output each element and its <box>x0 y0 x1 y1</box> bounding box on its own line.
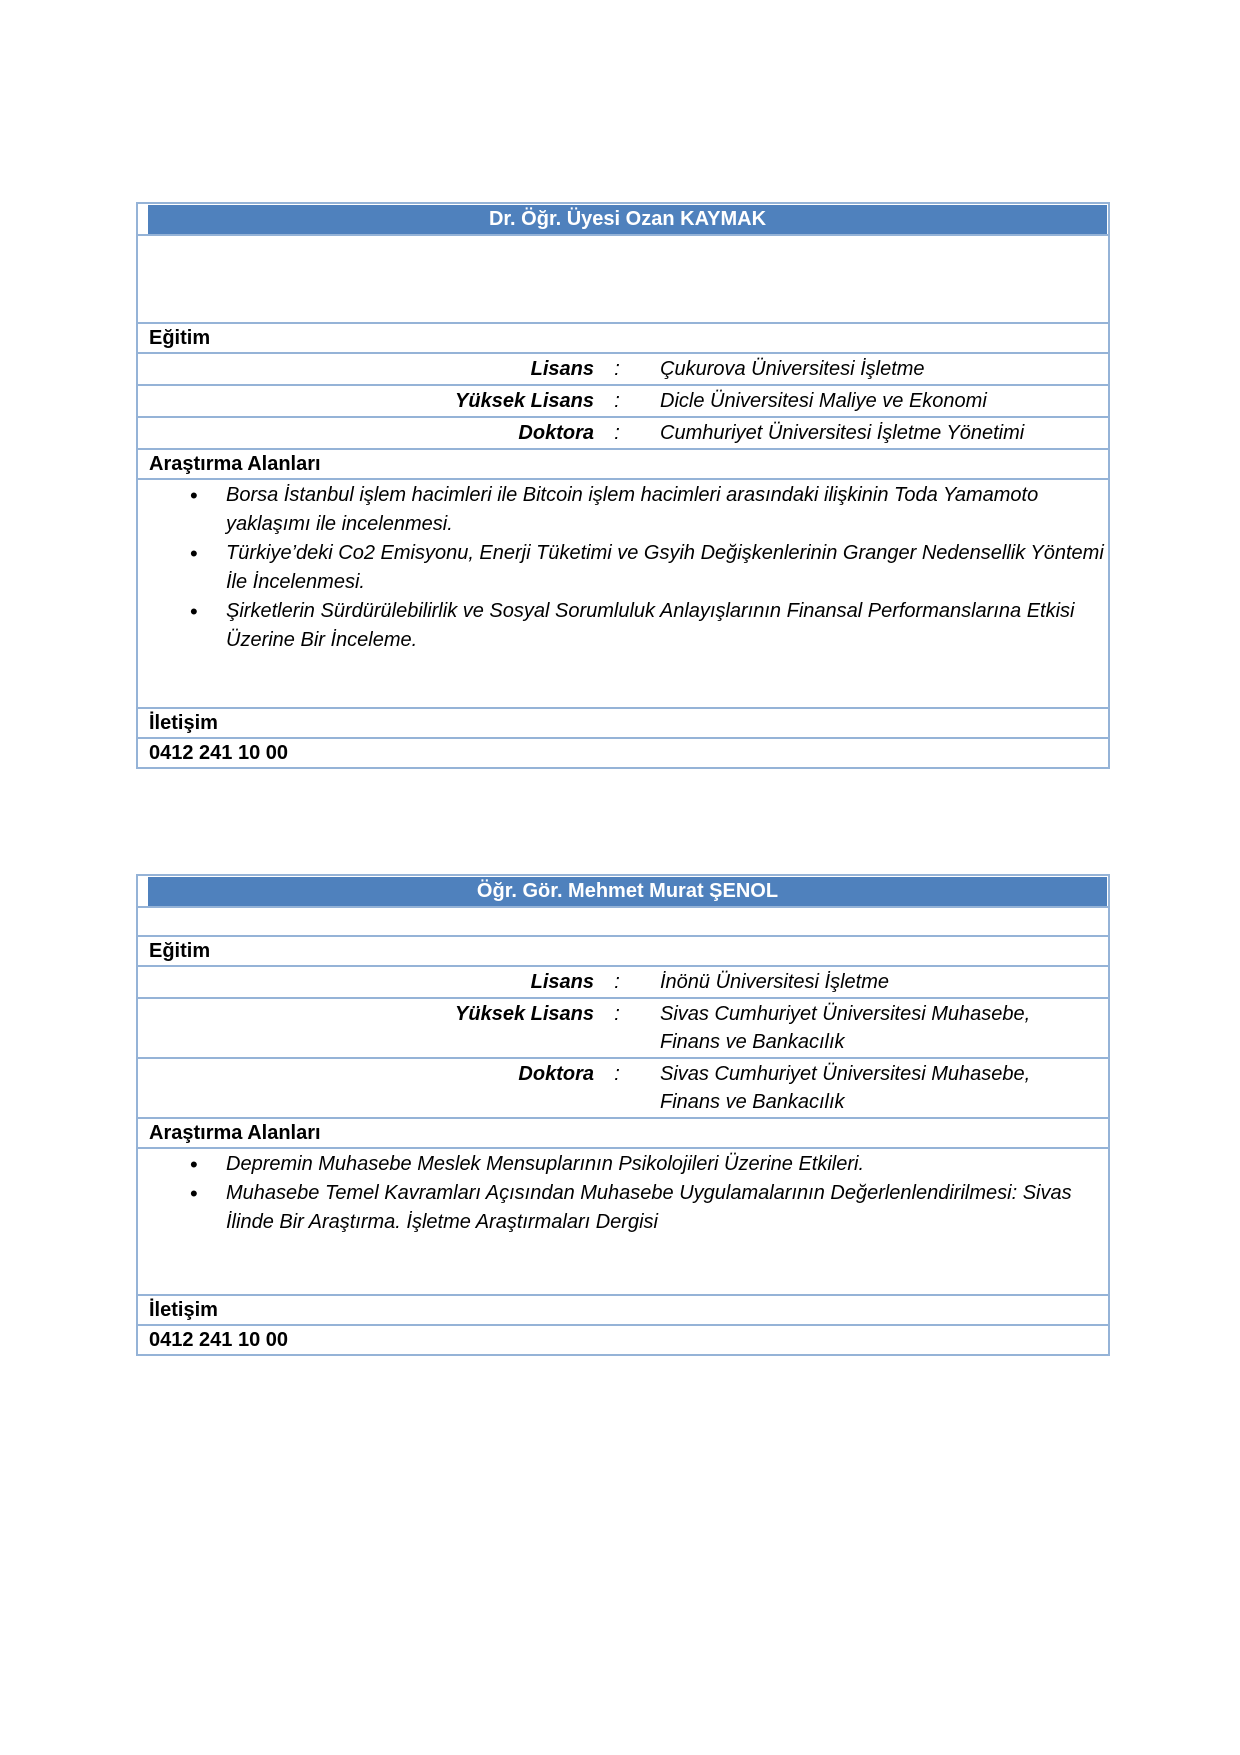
separator: : <box>614 971 620 993</box>
separator: : <box>614 1003 620 1025</box>
education-row <box>138 416 1108 448</box>
profile-card <box>136 202 1110 769</box>
research-item: • Şirketlerin Sürdürülebilirlik ve Sosyal Sorumluluk Anlayışlarının Finansal Performanslarına Etkisi Üzerine Bir İnceleme. <box>226 597 1108 655</box>
separator: : <box>614 1063 620 1085</box>
degree-label: Yüksek Lisans <box>455 1003 594 1025</box>
education-row <box>138 1057 1108 1117</box>
institution: Sivas Cumhuriyet Üniversitesi Muhasebe, Finans ve Bankacılık <box>660 1063 1031 1113</box>
education-row <box>138 965 1108 997</box>
education-row <box>138 352 1108 384</box>
education-heading: Eğitim <box>138 935 1108 965</box>
institution: Sivas Cumhuriyet Üniversitesi Muhasebe, Finans ve Bankacılık <box>660 1003 1031 1053</box>
phone-number: 0412 241 10 00 <box>138 1324 1108 1354</box>
photo-area <box>138 906 1108 935</box>
degree-label: Lisans <box>530 971 594 993</box>
research-item: • Türkiye’deki Co2 Emisyonu, Enerji Tüketimi ve Gsyih Değişkenlerinin Granger Nedensellik Yöntemi İle İncelenmesi. <box>226 539 1108 597</box>
education-row <box>138 384 1108 416</box>
degree-label: Yüksek Lisans <box>455 390 594 412</box>
phone-number: 0412 241 10 00 <box>138 737 1108 767</box>
separator: : <box>614 390 620 412</box>
profile-title: Dr. Öğr. Üyesi Ozan KAYMAK <box>148 205 1107 234</box>
institution: İnönü Üniversitesi İşletme <box>660 971 889 993</box>
degree-label: Doktora <box>518 1063 594 1085</box>
research-item: • Depremin Muhasebe Meslek Mensuplarının Psikolojileri Üzerine Etkileri. <box>226 1150 1108 1179</box>
education-heading: Eğitim <box>138 322 1108 352</box>
degree-label: Doktora <box>518 422 594 444</box>
photo-area <box>138 234 1108 322</box>
degree-label: Lisans <box>530 358 594 380</box>
research-heading: Araştırma Alanları <box>138 448 1108 478</box>
separator: : <box>614 422 620 444</box>
research-item: • Muhasebe Temel Kavramları Açısından Muhasebe Uygulamalarının Değerlenlendirilmesi: Sivas İlinde Bir Araştırma. İşletme Araştırmaları Dergisi <box>226 1179 1108 1237</box>
separator: : <box>614 358 620 380</box>
profile-card <box>136 874 1110 1356</box>
institution: Çukurova Üniversitesi İşletme <box>660 358 925 380</box>
research-list <box>138 1147 1108 1294</box>
research-item: • Borsa İstanbul işlem hacimleri ile Bitcoin işlem hacimleri arasındaki ilişkinin Toda Yamamoto yaklaşımı ile incelenmesi. <box>226 481 1108 539</box>
institution: Cumhuriyet Üniversitesi İşletme Yönetimi <box>660 422 1025 444</box>
contact-heading: İletişim <box>138 707 1108 737</box>
research-list <box>138 478 1108 707</box>
institution: Dicle Üniversitesi Maliye ve Ekonomi <box>660 390 987 412</box>
education-row <box>138 997 1108 1057</box>
contact-heading: İletişim <box>138 1294 1108 1324</box>
research-heading: Araştırma Alanları <box>138 1117 1108 1147</box>
profile-title: Öğr. Gör. Mehmet Murat ŞENOL <box>148 877 1107 906</box>
